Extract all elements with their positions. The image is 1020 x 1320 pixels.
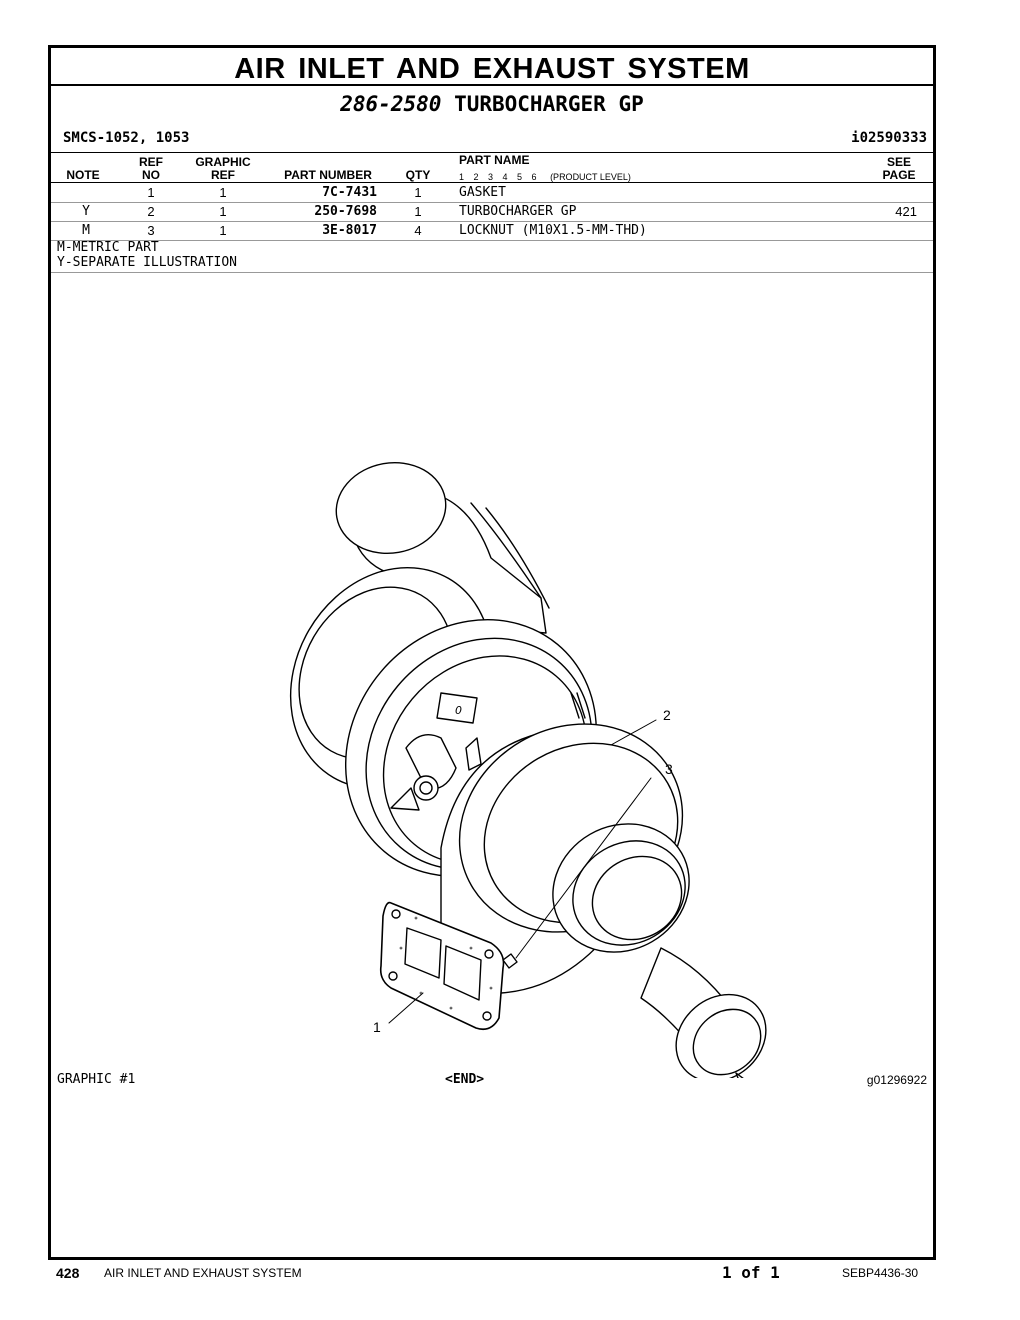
note-metric: M-METRIC PART [57,240,159,255]
notes-legend [57,240,237,270]
product-level-numbers: 1 2 3 4 5 6 [459,172,537,182]
note-separate-illustration: Y-SEPARATE ILLUSTRATION [57,255,238,270]
col-note: NOTE [66,168,100,182]
row-ref: 1 [147,185,155,200]
group-name: TURBOCHARGER GP [454,92,644,116]
col-see-top: SEE [886,155,911,169]
divider [51,182,933,183]
footer-section: AIR INLET AND EXHAUST SYSTEM [104,1266,302,1280]
table-row [51,203,933,221]
row-part-number: 7C-7431 [322,185,377,200]
row-ref: 3 [147,223,155,238]
row-part-name: TURBOCHARGER GP [459,204,577,219]
row-part-name: GASKET [459,185,506,200]
callout-1: 1 [373,1019,381,1035]
product-level-label: (PRODUCT LEVEL) [550,172,631,182]
smcs-code: SMCS-1052, 1053 [63,130,190,146]
product-levels [459,172,631,182]
col-qty: QTY [405,168,431,182]
row-note: M [82,223,90,238]
table-row [51,222,933,240]
row-graphic-ref: 1 [219,223,227,238]
row-qty: 1 [414,185,422,200]
row-part-name: LOCKNUT (M10X1.5-MM-THD) [459,223,647,238]
end-marker: <END> [445,1072,485,1087]
row-note: Y [82,204,90,219]
graphic-id: g01296922 [866,1073,927,1087]
col-graphic-bottom: REF [211,168,235,182]
callout-3: 3 [665,761,673,777]
turbocharger-illustration [241,448,801,1078]
row-ref: 2 [147,204,155,219]
document-ident: i02590333 [851,130,927,146]
group-title [51,92,933,116]
row-see-page: 421 [895,204,917,219]
col-graphic-top: GRAPHIC [195,155,251,169]
divider [51,272,933,273]
row-qty: 1 [414,204,422,219]
row-qty: 4 [414,223,422,238]
col-part-name: PART NAME [459,153,530,167]
footer-document-number: SEBP4436-30 [842,1266,919,1280]
table-row [51,184,933,202]
callout-2: 2 [663,707,671,723]
row-graphic-ref: 1 [219,204,227,219]
col-part-number: PART NUMBER [284,168,372,182]
col-see-bottom: PAGE [882,168,916,182]
graphic-label: GRAPHIC #1 [57,1072,136,1087]
group-part-number: 286-2580 [340,92,442,116]
col-ref-bottom: NO [142,168,160,182]
section-title: AIR INLET AND EXHAUST SYSTEM [51,48,933,86]
footer-page-number: 428 [56,1265,80,1281]
row-part-number: 250-7698 [314,204,377,219]
row-graphic-ref: 1 [219,185,227,200]
col-ref-top: REF [139,155,163,169]
svg-text:0: 0 [455,704,462,717]
page-frame [48,45,936,1260]
row-part-number: 3E-8017 [322,223,377,238]
footer-page-of: 1 of 1 [722,1263,780,1282]
